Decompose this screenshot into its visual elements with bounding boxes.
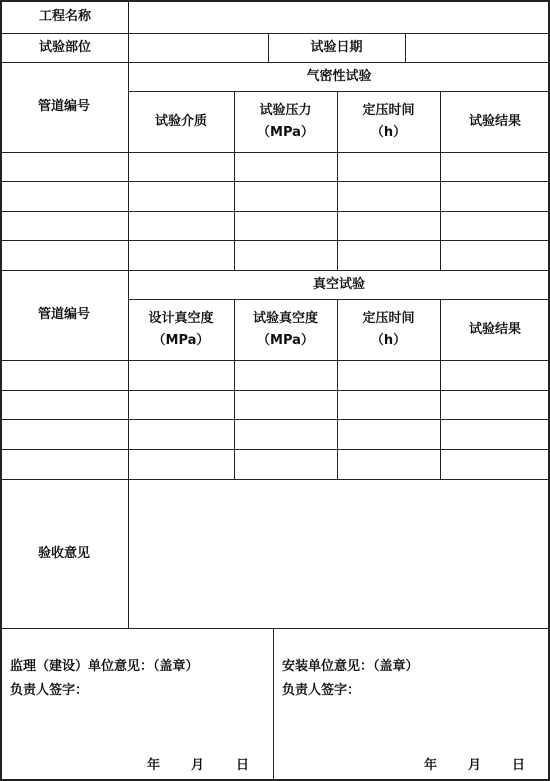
air-col-pressure-label: 试验压力 — [259, 103, 312, 119]
grid-line — [405, 33, 406, 62]
border-top — [0, 0, 550, 2]
installer-month: 月 — [468, 758, 482, 773]
vacuum-pipe-number-label: 管道编号 — [37, 307, 90, 323]
grid-line — [0, 449, 550, 450]
air-pipe-number-label: 管道编号 — [37, 99, 90, 115]
test-section-value[interactable] — [128, 33, 268, 62]
grid-line — [268, 33, 269, 62]
grid-line — [337, 299, 338, 479]
installer-year: 年 — [424, 758, 438, 773]
vacuum-col-test-label: 试验真空度 — [252, 311, 318, 327]
test-date-label: 试验日期 — [310, 39, 363, 55]
grid-line — [337, 91, 338, 270]
vacuum-col-hold-time — [337, 299, 440, 360]
vacuum-col-design-label: 设计真空度 — [148, 311, 214, 327]
acceptance-value[interactable] — [128, 479, 550, 628]
grid-line — [0, 419, 550, 420]
grid-line — [0, 211, 550, 212]
grid-line — [0, 181, 550, 182]
grid-line — [0, 390, 550, 391]
air-col-result: 试验结果 — [468, 113, 521, 129]
supervision-month: 月 — [191, 758, 205, 773]
vacuum-col-test-unit: （MPa） — [257, 332, 314, 348]
grid-line — [0, 479, 550, 480]
vacuum-col-hold-time-unit: （h） — [370, 332, 407, 348]
grid-line — [0, 33, 550, 34]
test-section-label: 试验部位 — [39, 39, 92, 55]
acceptance-label: 验收意见 — [37, 545, 90, 561]
air-col-hold-time-label: 定压时间 — [362, 103, 415, 119]
grid-line — [0, 628, 550, 629]
air-tightness-title: 气密性试验 — [306, 68, 372, 84]
grid-line — [128, 0, 129, 628]
grid-line — [128, 91, 550, 92]
vacuum-test-title: 真空试验 — [312, 276, 365, 292]
vacuum-col-result: 试验结果 — [468, 321, 521, 337]
supervision-year: 年 — [147, 758, 161, 773]
grid-line — [0, 270, 550, 271]
grid-line — [234, 299, 235, 479]
vacuum-col-hold-time-label: 定压时间 — [362, 311, 415, 327]
supervision-signature: 负责人签字： — [10, 683, 89, 698]
grid-line — [0, 240, 550, 241]
test-date-value[interactable] — [405, 33, 550, 62]
grid-line — [440, 299, 441, 479]
vacuum-col-test — [234, 299, 337, 360]
project-name-label: 工程名称 — [39, 8, 92, 24]
air-col-hold-time-unit: （h） — [370, 124, 407, 140]
vacuum-col-design — [128, 299, 234, 360]
air-col-hold-time — [337, 91, 440, 152]
air-col-pressure — [234, 91, 337, 152]
air-col-pressure-unit: （MPa） — [257, 124, 314, 140]
grid-line — [0, 62, 550, 63]
vacuum-col-design-unit: （MPa） — [152, 332, 210, 348]
installer-signature: 负责人签字： — [282, 683, 361, 698]
project-name-value[interactable] — [128, 0, 550, 33]
grid-line — [0, 152, 550, 153]
grid-line — [273, 628, 274, 781]
supervision-day: 日 — [236, 758, 250, 773]
grid-line — [234, 91, 235, 270]
grid-line — [0, 360, 550, 361]
grid-line — [440, 91, 441, 270]
installer-opinion: 安装单位意见：（盖章） — [282, 659, 419, 674]
installer-day: 日 — [512, 758, 526, 773]
supervision-opinion: 监理（建设）单位意见：（盖章） — [10, 659, 199, 674]
grid-line — [128, 299, 550, 300]
air-col-medium: 试验介质 — [154, 113, 207, 129]
